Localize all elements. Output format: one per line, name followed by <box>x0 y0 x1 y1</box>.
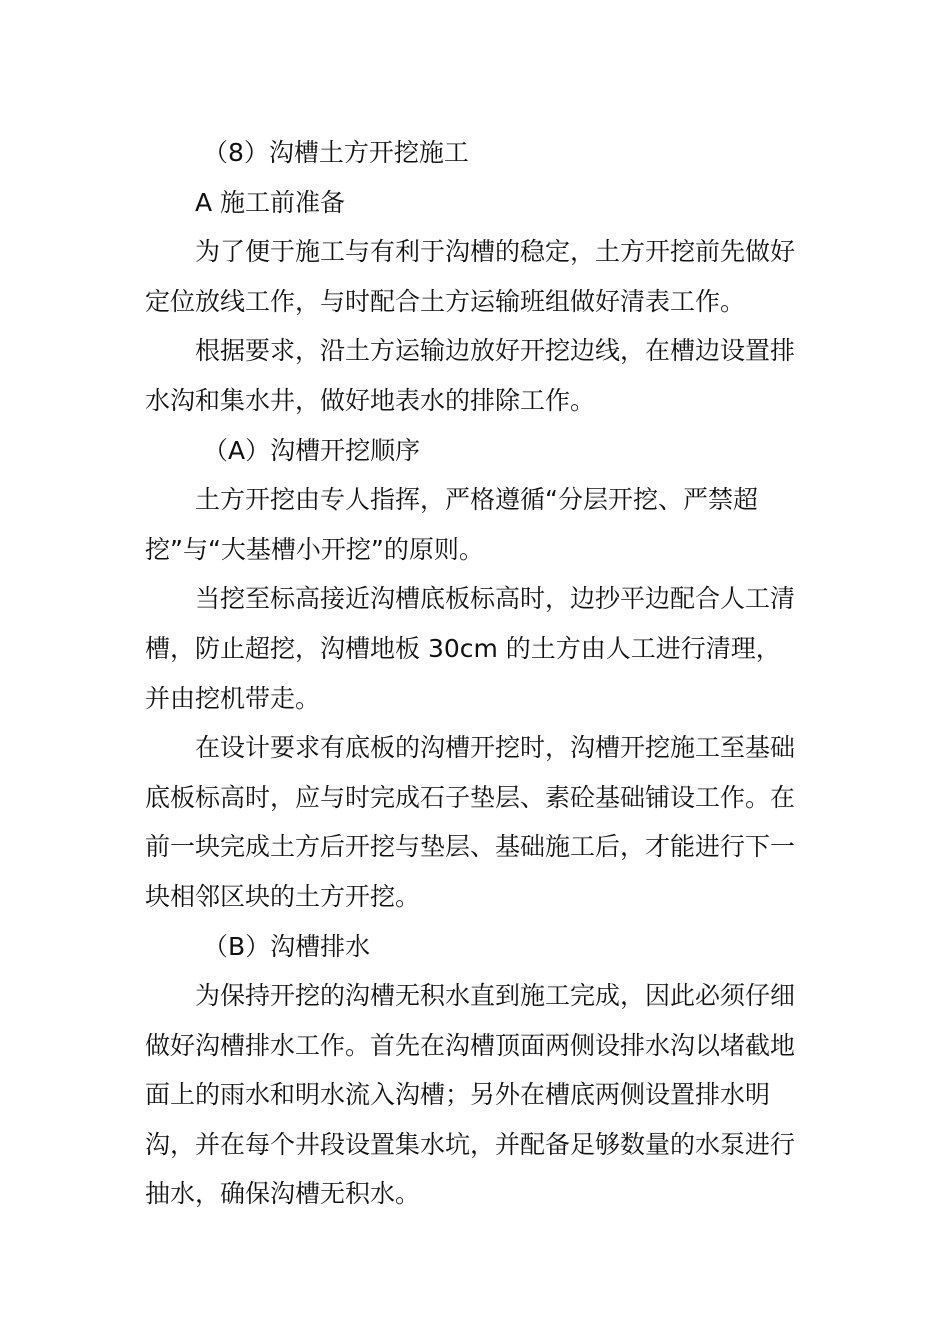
paragraph-excavation-principle: 土方开挖由专人指挥，严格遵循“分层开挖、严禁超挖”与“大基槽小开挖”的原则。 <box>145 485 758 564</box>
document-body <box>145 128 805 1219</box>
paragraph-manual-clearing: 当挖至标高接近沟槽底板标高时，边抄平边配合人工清槽，防止超挖，沟槽地板 30cm 的土方由人工进行清理，并由挖机带走。 <box>145 584 796 713</box>
paragraph-drainage-measures: 为保持开挖的沟槽无积水直到施工完成，因此必须仔细做好沟槽排水工作。首先在沟槽顶面两侧设排水沟以堵截地面上的雨水和明水流入沟槽；另外在槽底两侧设置排水明沟，并在每个井段设置集水坑，并配备足够数量的水泵进行抽水，确保沟槽无积水。 <box>145 981 796 1209</box>
subsection-heading-a: A 施工前准备 <box>195 187 346 217</box>
paragraph-drainage-setup: 根据要求，沿土方运输边放好开挖边线，在槽边设置排水沟和集水井，做好地表水的排除工作。 <box>145 336 796 415</box>
subsection-heading-excavation-order: （A）沟槽开挖顺序 <box>203 435 421 465</box>
paragraph-base-slab: 在设计要求有底板的沟槽开挖时，沟槽开挖施工至基础底板标高时，应与时完成石子垫层、素砼基础铺设工作。在前一块完成土方后开挖与垫层、基础施工后，才能进行下一块相邻区块的土方开挖。 <box>145 733 796 911</box>
section-heading-8: （8）沟槽土方开挖施工 <box>203 138 469 167</box>
paragraph-preparation: 为了便于施工与有利于沟槽的稳定，土方开挖前先做好定位放线工作，与时配合土方运输班组做好清表工作。 <box>145 237 796 316</box>
subsection-heading-trench-drainage: （B）沟槽排水 <box>203 931 371 961</box>
